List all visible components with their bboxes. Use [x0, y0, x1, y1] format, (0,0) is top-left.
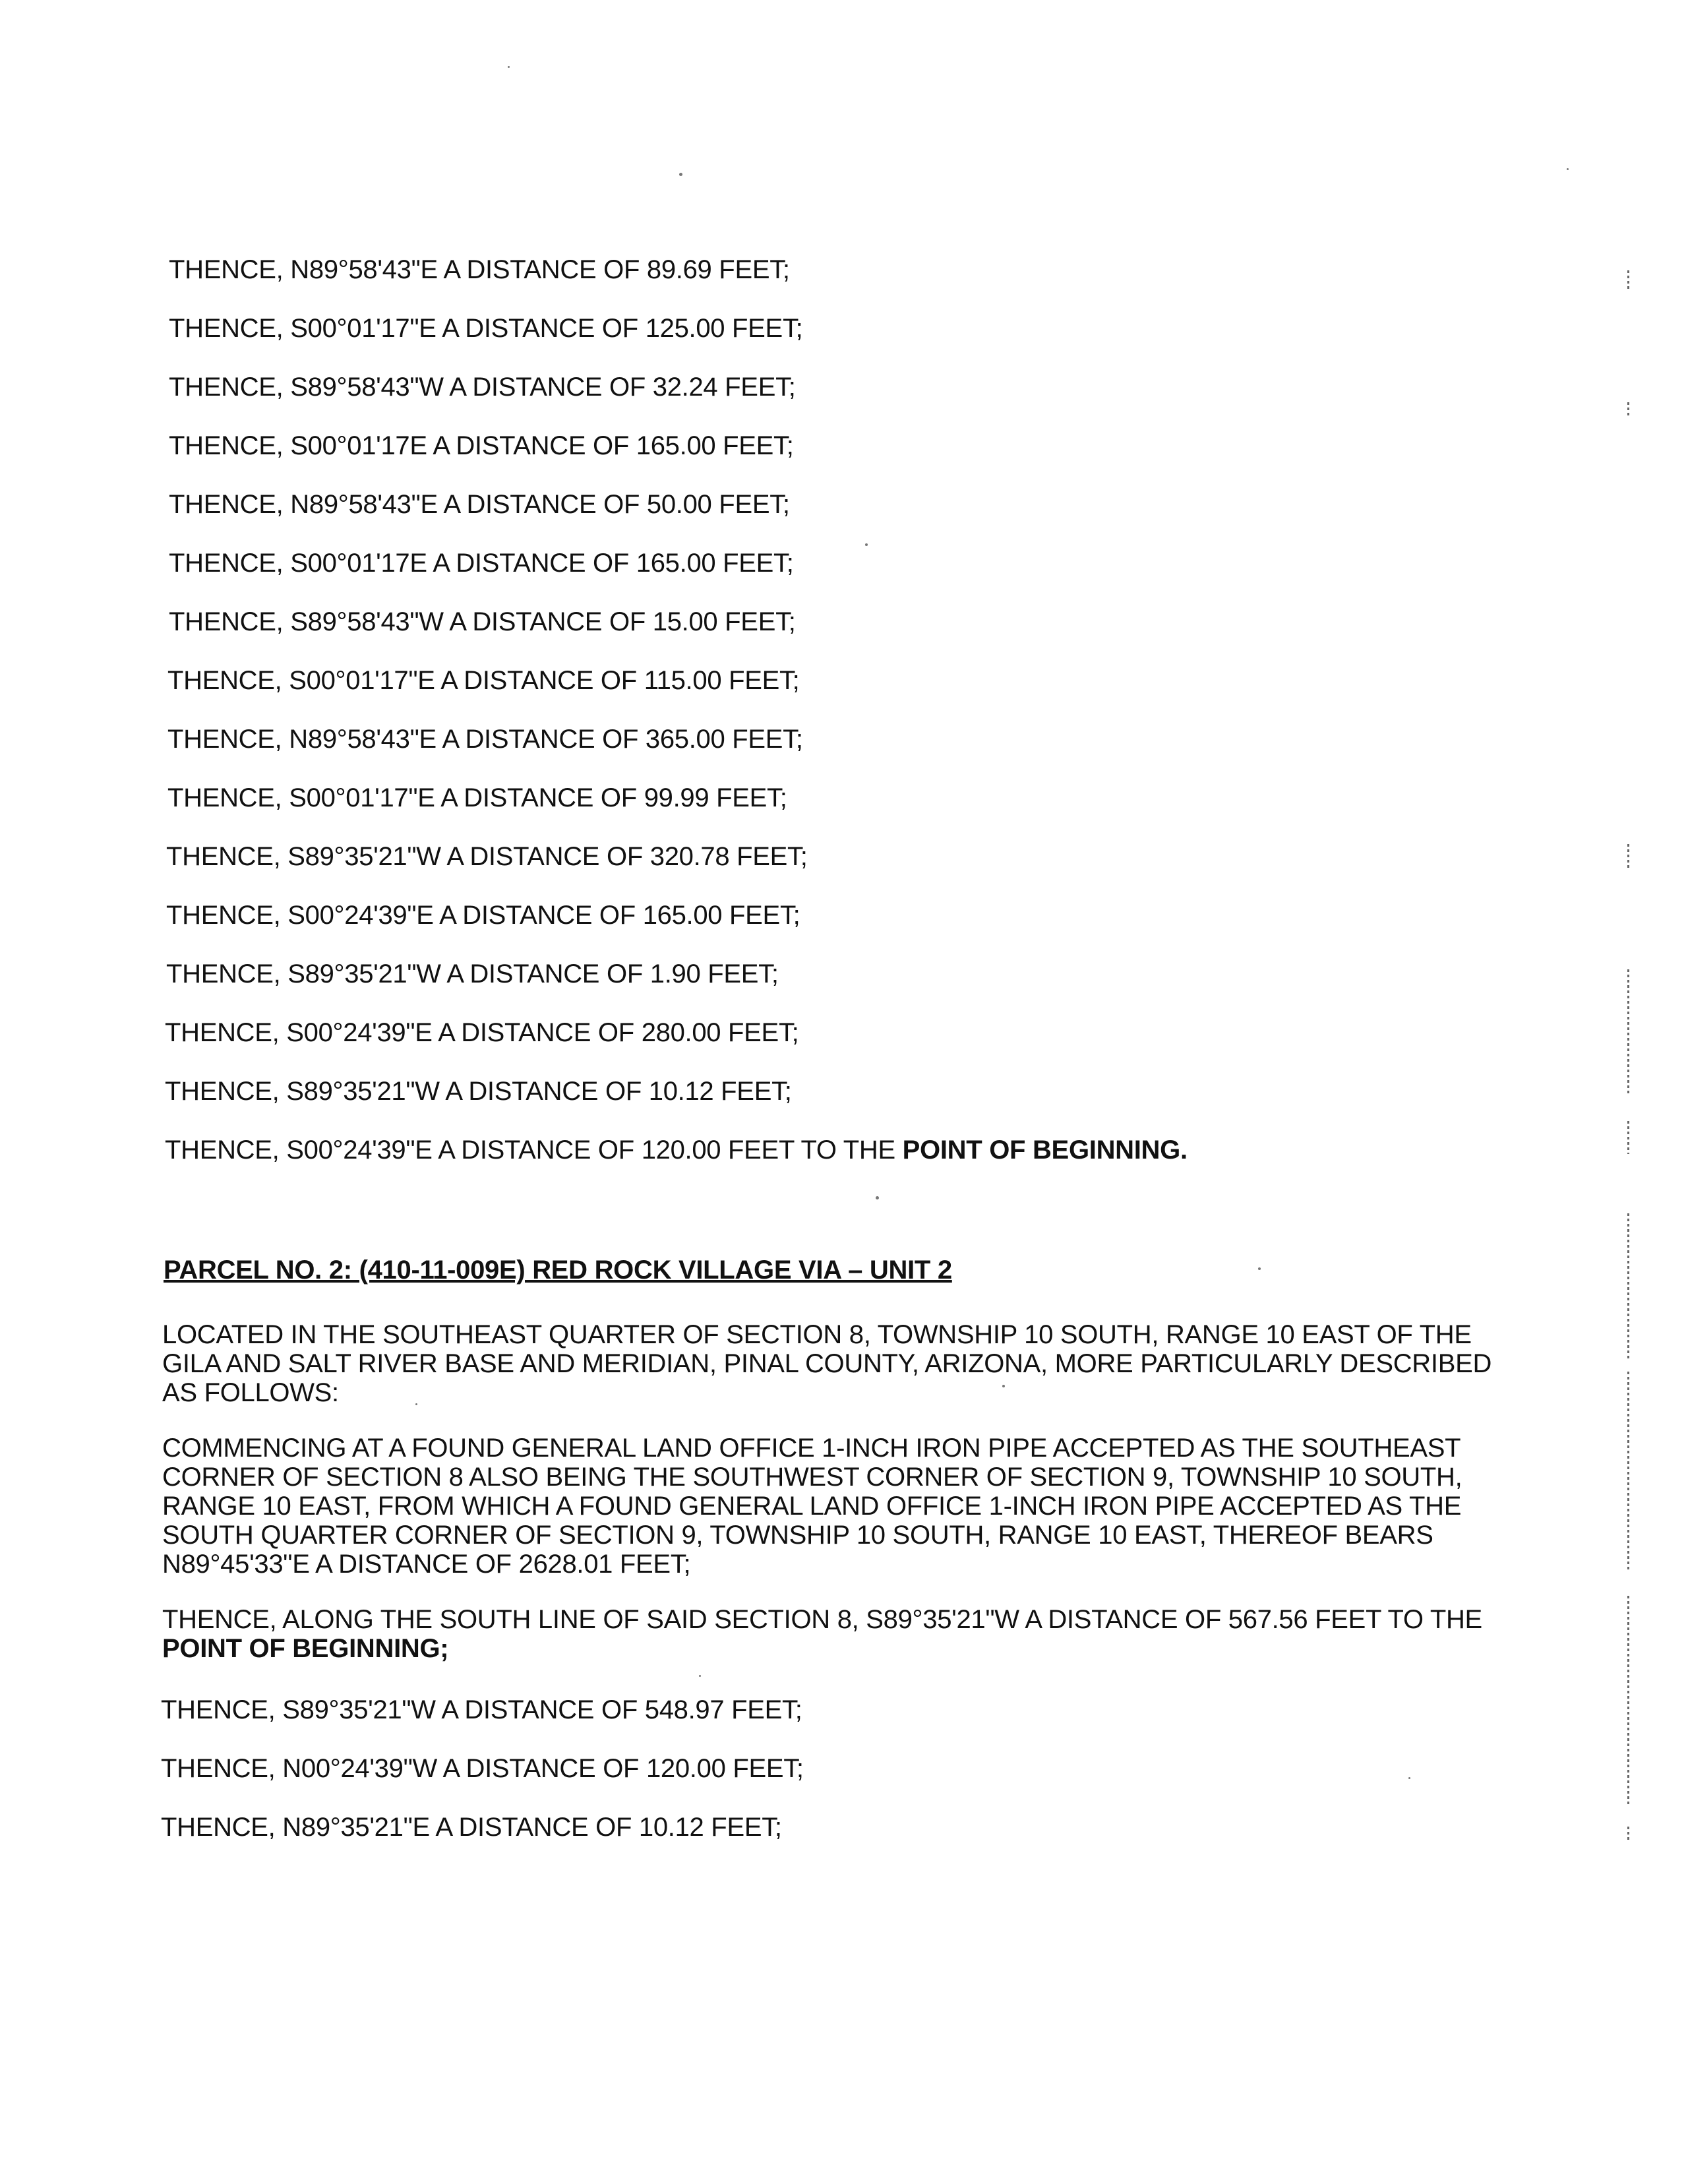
scan-speck	[865, 543, 868, 546]
closing-course-bold: POINT OF BEGINNING.	[902, 1136, 1188, 1165]
course-line-10: THENCE, S00°01'17"E A DISTANCE OF 99.99 FEET;	[167, 783, 787, 812]
scan-speck	[876, 1196, 879, 1199]
course-line-7: THENCE, S89°58'43"W A DISTANCE OF 15.00 FEET;	[169, 607, 796, 636]
course-line-1: THENCE, N89°58'43"E A DISTANCE OF 89.69 FEET;	[169, 255, 790, 284]
course-line-8: THENCE, S00°01'17"E A DISTANCE OF 115.00 FEET;	[167, 666, 800, 695]
scan-margin-mark	[1627, 1121, 1629, 1154]
course-line-16: THENCE, S89°35'21"W A DISTANCE OF 548.97 FEET;	[161, 1695, 802, 1724]
scan-speck	[699, 1675, 701, 1677]
scan-speck	[1002, 1385, 1005, 1387]
course-line-15: THENCE, S89°35'21"W A DISTANCE OF 10.12 FEET;	[165, 1077, 792, 1106]
course-line-13: THENCE, S89°35'21"W A DISTANCE OF 1.90 FEET;	[166, 959, 779, 988]
course-line-9: THENCE, N89°58'43"E A DISTANCE OF 365.00 FEET;	[167, 725, 803, 754]
scan-margin-mark	[1627, 1596, 1629, 1807]
scan-speck	[1408, 1777, 1410, 1779]
scan-margin-mark	[1627, 1372, 1629, 1569]
course-line-17: THENCE, N00°24'39"W A DISTANCE OF 120.00 FEET;	[161, 1754, 804, 1783]
scan-speck	[1258, 1267, 1261, 1270]
scan-margin-mark	[1627, 969, 1629, 1095]
course-line-12: THENCE, S00°24'39"E A DISTANCE OF 165.00 FEET;	[166, 901, 800, 930]
course-line-5: THENCE, N89°58'43"E A DISTANCE OF 50.00 FEET;	[169, 490, 790, 519]
along-paragraph	[162, 1605, 1501, 1663]
scan-speck	[679, 173, 682, 176]
scan-margin-mark	[1627, 1213, 1629, 1358]
parcel-heading: PARCEL NO. 2: (410-11-009E) RED ROCK VILLAGE VIA – UNIT 2	[164, 1256, 952, 1285]
closing-course-text: THENCE, S00°24'39"E A DISTANCE OF 120.00 FEET TO THE	[165, 1136, 903, 1165]
scan-speck	[415, 1403, 417, 1405]
course-line-closing	[165, 1136, 1188, 1165]
scan-speck	[508, 66, 510, 68]
course-line-4: THENCE, S00°01'17E A DISTANCE OF 165.00 FEET;	[169, 431, 794, 460]
scan-margin-mark	[1627, 1827, 1629, 1840]
scan-margin-mark	[1627, 844, 1629, 870]
course-line-2: THENCE, S00°01'17"E A DISTANCE OF 125.00 FEET;	[169, 314, 803, 343]
along-paragraph-bold: POINT OF BEGINNING;	[162, 1634, 449, 1663]
course-line-3: THENCE, S89°58'43"W A DISTANCE OF 32.24 FEET;	[169, 373, 796, 402]
course-line-6: THENCE, S00°01'17E A DISTANCE OF 165.00 FEET;	[169, 549, 794, 578]
course-line-18: THENCE, N89°35'21"E A DISTANCE OF 10.12 FEET;	[161, 1813, 782, 1842]
course-line-14: THENCE, S00°24'39"E A DISTANCE OF 280.00 FEET;	[165, 1018, 799, 1047]
scan-margin-mark	[1627, 270, 1629, 290]
course-line-11: THENCE, S89°35'21"W A DISTANCE OF 320.78 FEET;	[166, 842, 808, 871]
scan-speck	[1567, 168, 1569, 170]
commencing-paragraph: COMMENCING AT A FOUND GENERAL LAND OFFICE 1-INCH IRON PIPE ACCEPTED AS THE SOUTHEAST CORNER OF SECTION 8 ALSO BEING THE SOUTHWEST CORNER OF SECTION 9, TOWNSHIP 10 SOUTH, RANGE 10 EAST, FROM WHICH A FOUND GENERAL LAND OFFICE 1-INCH IRON PIPE ACCEPTED AS THE SOUTH QUARTER CORNER OF SECTION 9, TOWNSHIP 10 SOUTH, RANGE 10 EAST, THEREOF BEARS N89°45'33"E A DISTANCE OF 2628.01 FEET;	[162, 1434, 1462, 1579]
along-paragraph-text: THENCE, ALONG THE SOUTH LINE OF SAID SECTION 8, S89°35'21"W A DISTANCE OF 567.56 FEET TO THE	[162, 1605, 1482, 1634]
scan-margin-mark	[1627, 402, 1629, 415]
located-paragraph: LOCATED IN THE SOUTHEAST QUARTER OF SECTION 8, TOWNSHIP 10 SOUTH, RANGE 10 EAST OF THE GILA AND SALT RIVER BASE AND MERIDIAN, PINAL COUNTY, ARIZONA, MORE PARTICULARLY DESCRIBED AS FOLLOWS:	[162, 1320, 1492, 1407]
